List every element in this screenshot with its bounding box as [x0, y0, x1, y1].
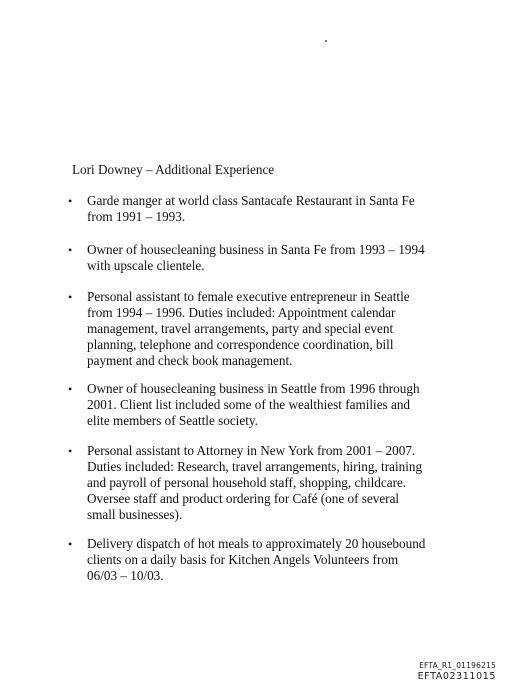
bullet-icon: •	[68, 290, 73, 304]
list-item	[66, 193, 466, 225]
list-item	[66, 289, 466, 369]
scan-speck	[325, 40, 327, 42]
list-item-text: Owner of housecleaning business in Seattle from 1996 through 2001. Client list included some of the wealthiest families and elite members of Seattle society.	[87, 381, 420, 428]
list-item-text: Personal assistant to female executive entrepreneur in Seattle from 1994 – 1996. Duties included: Appointment calendar management, travel arrangements, party and special event planning, telephone and correspondence coordination, bill payment and check book management.	[87, 289, 410, 368]
list-item	[66, 242, 466, 274]
bullet-icon: •	[68, 444, 73, 458]
list-item-text: Owner of housecleaning business in Santa Fe from 1993 – 1994 with upscale clientele.	[87, 242, 425, 273]
list-item	[66, 443, 466, 523]
bullet-icon: •	[68, 194, 73, 208]
bullet-icon: •	[68, 537, 73, 551]
bullet-icon: •	[68, 243, 73, 257]
bullet-icon: •	[68, 382, 73, 396]
bates-number-primary: EFTA_R1_01196215	[419, 661, 496, 670]
document-footer	[418, 661, 496, 683]
list-item-text: Personal assistant to Attorney in New York from 2001 – 2007. Duties included: Research, travel arrangements, hiring, training and payroll of personal household staff, shopping, childcare. Oversee staff and product ordering for Café (one of several small businesses).	[87, 443, 423, 522]
list-item	[66, 381, 466, 429]
list-item	[66, 536, 466, 584]
list-item-text: Delivery dispatch of hot meals to approximately 20 housebound clients on a daily basis for Kitchen Angels Volunteers from 06/03 – 10/03.	[87, 536, 426, 583]
bates-number-secondary: EFTA02311015	[417, 671, 496, 682]
list-item-text: Garde manger at world class Santacafe Restaurant in Santa Fe from 1991 – 1993.	[87, 193, 415, 224]
page-title: Lori Downey – Additional Experience	[72, 162, 275, 177]
